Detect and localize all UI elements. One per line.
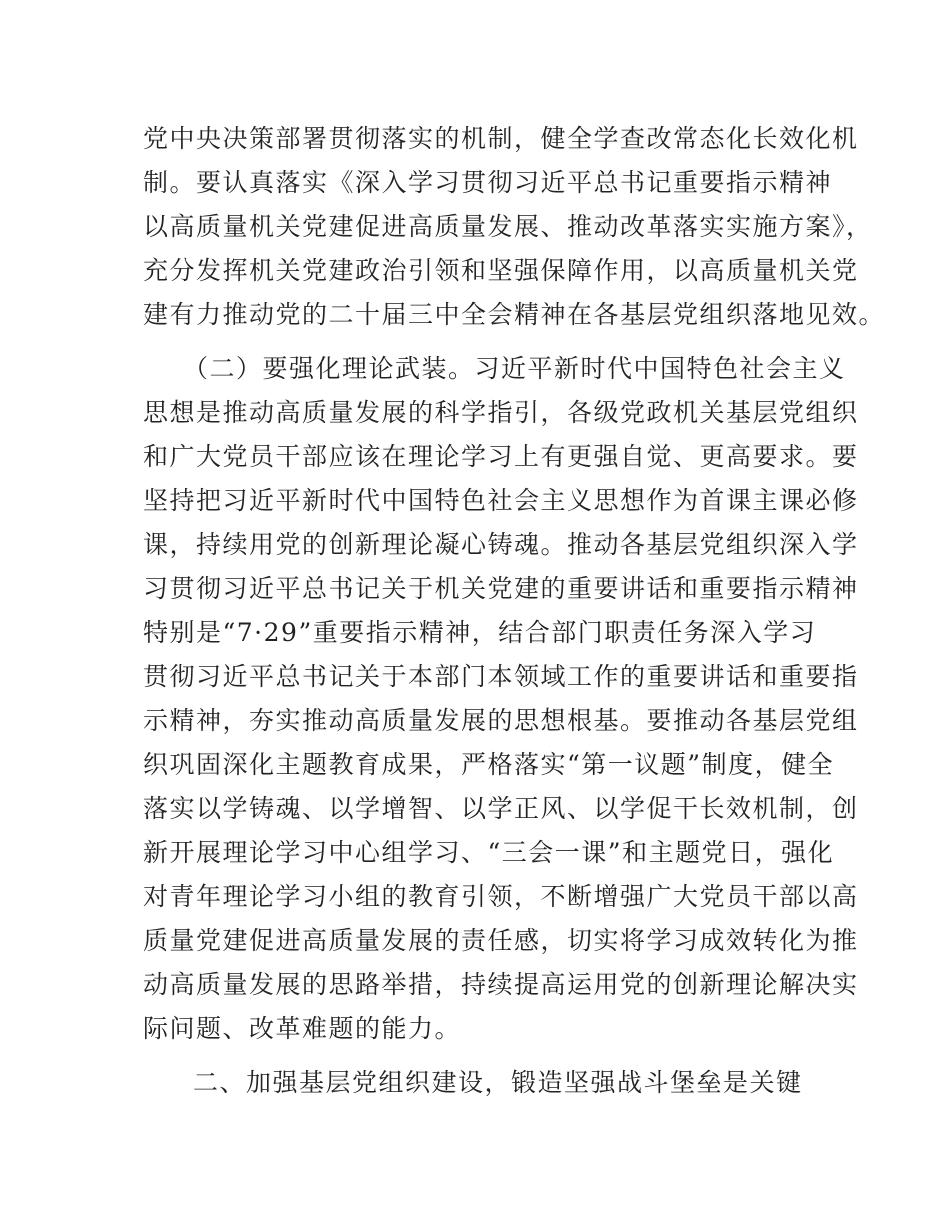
text-line: 以高质量机关党建促进高质量发展、推动改革落实实施方案》， [143,212,873,241]
text-line: 党中央决策部署贯彻落实的机制，健全学查改常态化长效化机 [143,124,859,153]
text-line: （二）要强化理论武装。习近平新时代中国特色社会主义 [183,354,846,383]
text-line: 制。要认真落实《深入学习贯彻习近平总书记重要指示精神 [143,168,833,197]
paragraph-theory-armament [143,347,859,1051]
text-line: 质量党建促进高质量发展的责任感，切实将学习成效转化为推 [143,926,859,955]
text-line: 充分发挥机关党建政治引领和坚强保障作用，以高质量机关党 [143,256,859,285]
text-line: 示精神，夯实推动高质量发展的思想根基。要推动各基层党组 [143,706,859,735]
text-line: 新开展理论学习中心组学习、“三会一课”和主题党日，强化 [143,838,835,867]
text-line: 落实以学铸魂、以学增智、以学正风、以学促干长效机制，创 [143,794,859,823]
text-line: 对青年理论学习小组的教育引领，不断增强广大党员干部以高 [143,882,859,911]
text-line: 动高质量发展的思路举措，持续提高运用党的创新理论解决实 [143,970,859,999]
text-line: 课，持续用党的创新理论凝心铸魂。推动各基层党组织深入学 [143,530,859,559]
text-line: 织巩固深化主题教育成果，严格落实“第一议题”制度，健全 [143,750,835,779]
paragraph-mechanism [143,117,886,337]
document-body [143,117,886,1105]
text-line: 贯彻习近平总书记关于本部门本领域工作的重要讲话和重要指 [143,662,859,691]
text-line: 特别是“7·29”重要指示精神，结合部门职责任务深入学习 [143,618,817,647]
section-heading: 二、加强基层党组织建设，锻造坚强战斗堡垒是关键 [193,1068,803,1097]
text-line: 思想是推动高质量发展的科学指引，各级党政机关基层党组织 [143,398,859,427]
text-line: 际问题、改革难题的能力。 [143,1014,462,1043]
text-line: 坚持把习近平新时代中国特色社会主义思想作为首课主课必修 [143,486,859,515]
text-line: 习贯彻习近平总书记关于机关党建的重要讲话和重要指示精神 [143,574,859,603]
text-line: 和广大党员干部应该在理论学习上有更强自觉、更高要求。要 [143,442,859,471]
text-line: 建有力推动党的二十届三中全会精神在各基层党组织落地见效。 [143,300,886,329]
